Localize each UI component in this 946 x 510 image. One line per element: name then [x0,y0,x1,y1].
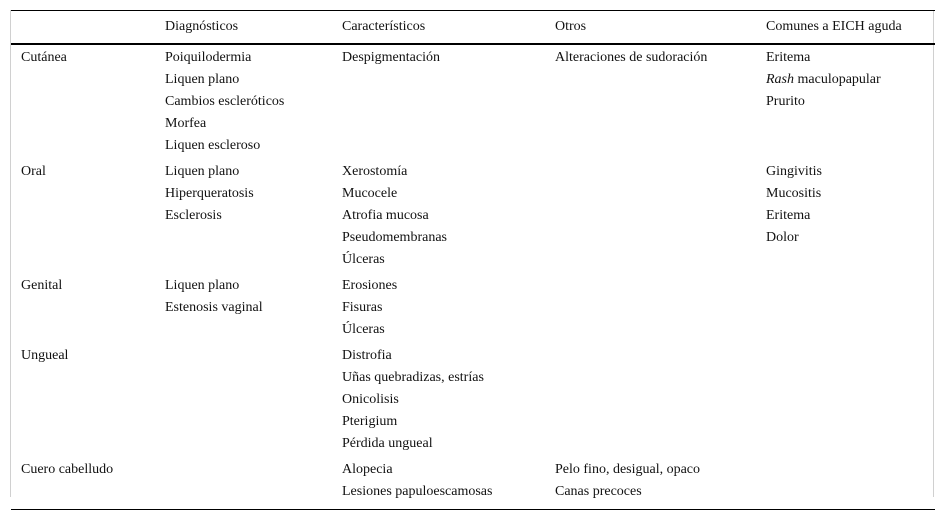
cell-line: Morfea [165,115,207,131]
cell-line: Xerostomía [342,163,408,179]
table-row [11,159,935,273]
term-text: Eritema [766,49,811,65]
location-cell [11,159,165,273]
cell-line: Pérdida ungueal [342,435,433,451]
cell-line: Liquen plano [165,163,240,179]
cell-line: Alteraciones de sudoración [555,49,708,65]
table-row [11,457,935,510]
diagnosticos-cell [165,343,342,457]
term-text: Prurito [766,93,805,109]
cell-line: Liquen plano [165,71,240,87]
cell-line [766,205,935,227]
cell-line: Uñas quebradizas, estrías [342,369,484,385]
table-row [11,44,935,159]
cell-line: Onicolisis [342,391,399,407]
cell-line: Esclerosis [165,207,222,223]
comunes-cell [766,457,935,510]
italic-term: Rash [766,71,794,87]
caracteristicos-cell [342,343,555,457]
caracteristicos-cell [342,273,555,343]
header-diagnosticos: Diagnósticos [165,11,342,44]
cell-line: Canas precoces [555,483,642,499]
cell-line: Cambios escleróticos [165,93,285,109]
location-label: Cutánea [21,49,67,65]
header-location [11,11,165,44]
comunes-cell [766,159,935,273]
cell-line: Alopecia [342,461,393,477]
table-row [11,273,935,343]
cell-line: Despigmentación [342,49,440,65]
location-label: Ungueal [21,347,69,363]
cell-line: Estenosis vaginal [165,299,263,315]
cell-line [766,47,935,69]
comunes-cell [766,273,935,343]
cell-line: Hiperqueratosis [165,185,254,201]
cell-line: Lesiones papuloescamosas [342,483,493,499]
term-text: Mucositis [766,185,822,201]
term-text: Eritema [766,207,811,223]
caracteristicos-cell [342,457,555,510]
cell-line [766,69,935,91]
cell-line: Erosiones [342,277,398,293]
cell-line: Poiquilodermia [165,49,252,65]
location-label: Cuero cabelludo [21,461,114,477]
eich-manifestations-table [11,10,935,510]
otros-cell [555,159,766,273]
header-otros: Otros [555,11,766,44]
cell-line: Úlceras [342,321,385,337]
location-cell [11,343,165,457]
cell-line: Fisuras [342,299,383,315]
cell-line: Liquen escleroso [165,137,261,153]
cell-line: Pseudomembranas [342,229,447,245]
header-caracteristicos: Característicos [342,11,555,44]
location-label: Genital [21,277,63,293]
location-cell [11,44,165,159]
comunes-cell [766,44,935,159]
cell-line: Mucocele [342,185,398,201]
term-text: Dolor [766,229,799,245]
table-container [10,10,934,497]
table-header [11,11,935,44]
term-text: maculopapular [794,71,881,87]
cell-line [766,227,935,249]
table-row [11,343,935,457]
term-text: Gingivitis [766,163,823,179]
cell-line: Atrofia mucosa [342,207,429,223]
diagnosticos-cell [165,273,342,343]
otros-cell [555,343,766,457]
caracteristicos-cell [342,44,555,159]
diagnosticos-cell [165,159,342,273]
caracteristicos-cell [342,159,555,273]
comunes-cell [766,343,935,457]
cell-line: Úlceras [342,251,385,267]
cell-line [766,91,935,113]
diagnosticos-cell [165,457,342,510]
diagnosticos-cell [165,44,342,159]
cell-line: Distrofia [342,347,392,363]
location-cell [11,457,165,510]
table-body [11,44,935,510]
otros-cell [555,273,766,343]
otros-cell [555,44,766,159]
cell-line [766,183,935,205]
otros-cell [555,457,766,510]
cell-line [766,161,935,183]
cell-line: Pelo fino, desigual, opaco [555,461,701,477]
cell-line: Pterigium [342,413,398,429]
cell-line: Liquen plano [165,277,240,293]
header-comunes: Comunes a EICH aguda [766,11,935,44]
location-label: Oral [21,163,46,179]
location-cell [11,273,165,343]
header-row [11,11,935,44]
